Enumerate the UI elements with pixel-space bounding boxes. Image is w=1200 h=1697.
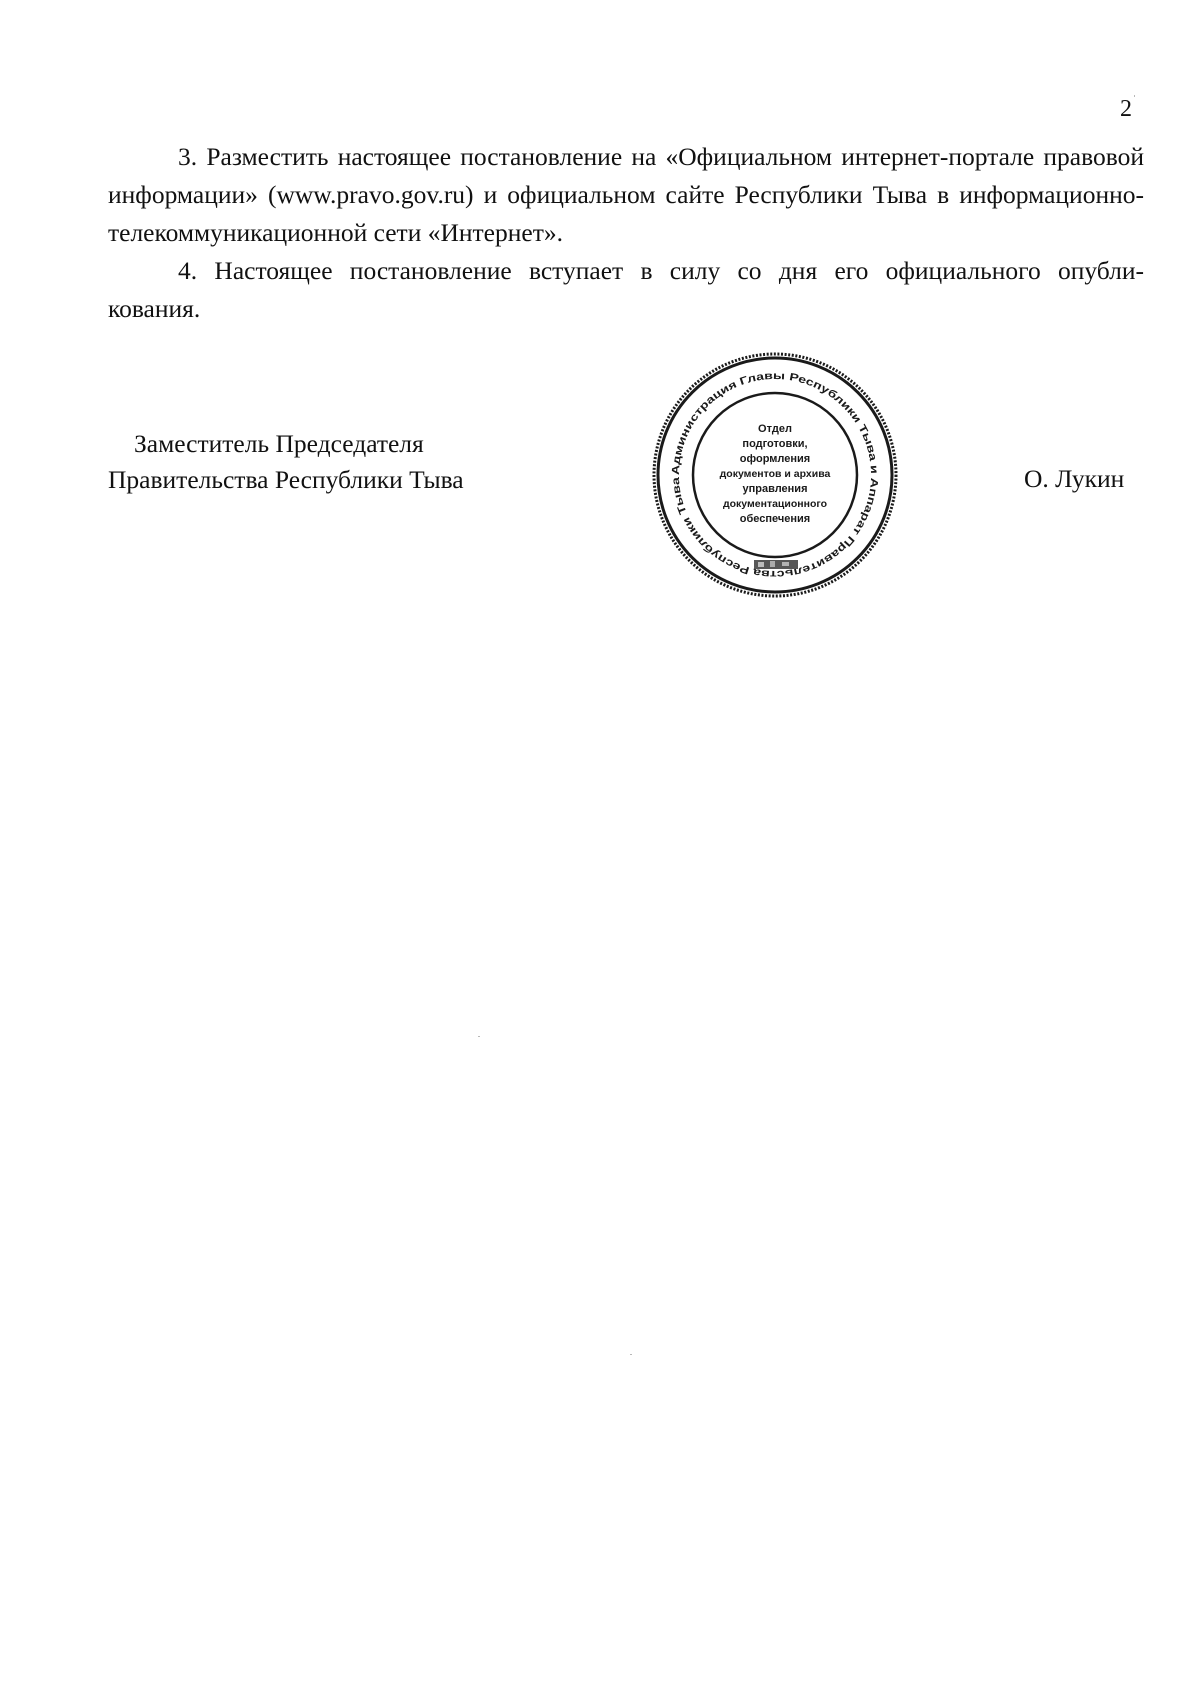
- document-body: [108, 138, 1144, 328]
- paragraph-4-number: 4.: [178, 256, 198, 285]
- signatory-position-line2: Правительства Республики Тыва: [108, 465, 464, 494]
- seal-center-line-3: оформления: [739, 453, 811, 465]
- seal-center-text: [720, 423, 831, 525]
- paragraph-4-tail: кования.: [108, 294, 201, 323]
- page-number: 2: [1120, 96, 1132, 122]
- paragraph-4-text: Настоящее постановление вступает в силу со дня его официального опубли-: [214, 256, 1145, 285]
- signatory-position-line1: Заместитель Председателя: [134, 429, 424, 458]
- seal-smudge-mark: [754, 560, 798, 569]
- paragraph-3: [108, 138, 1144, 252]
- paragraph-3-number: 3.: [178, 142, 198, 171]
- paragraph-3-text: Разместить настоящее постановление на «Официальном интернет-портале правовой информации» (www.pravo.gov.ru) и официальном сайте Республики Тыва в информационно-телекоммуникационной сети «Интернет».: [108, 142, 1144, 247]
- scan-speck: [630, 1354, 632, 1355]
- official-seal: [650, 350, 900, 600]
- seal-center-line-7: обеспечения: [739, 513, 811, 525]
- seal-graphic: [650, 350, 900, 600]
- paragraph-4: [108, 252, 1144, 290]
- seal-center-line-6: документационного: [722, 498, 828, 510]
- seal-center-line-4: документов и архива: [719, 468, 831, 480]
- seal-center-line-1: Отдел: [758, 423, 792, 435]
- seal-center-line-5: управления: [742, 483, 808, 495]
- signatory-name: О. Лукин: [1024, 464, 1125, 493]
- scan-speck: [1134, 95, 1135, 97]
- scan-speck: [478, 1036, 480, 1037]
- seal-ring-textpath: Администрация Главы Республики Тыва и Аппарат Правительства Республики Тыва: [669, 369, 881, 581]
- seal-center-line-2: подготовки,: [742, 438, 808, 450]
- signatory-position: [108, 426, 464, 498]
